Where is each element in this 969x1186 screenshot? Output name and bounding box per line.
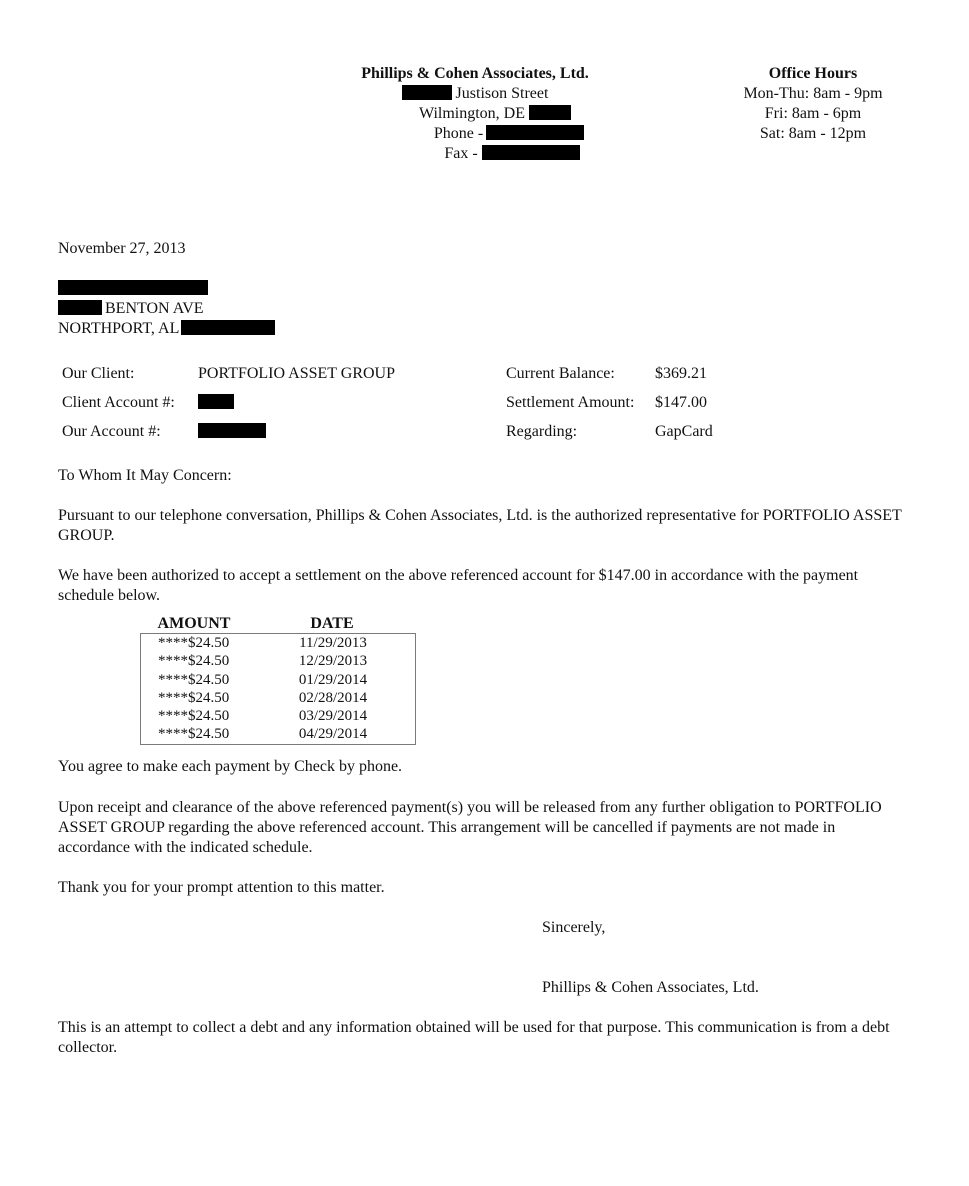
client-account-row: [62, 393, 395, 422]
redaction-bar: [529, 105, 571, 120]
company-fax: Fax -: [330, 144, 620, 164]
redaction-bar: [58, 280, 208, 295]
schedule-header: [140, 614, 416, 634]
regarding-value: GapCard: [655, 423, 713, 440]
paragraph-thanks: Thank you for your prompt attention to this matter.: [58, 879, 385, 896]
redaction-bar: [482, 145, 580, 160]
table-row: [141, 634, 415, 652]
our-client-row: [62, 364, 395, 393]
redaction-bar: [58, 300, 102, 315]
recipient-address: [58, 279, 275, 339]
company-address-block: [330, 64, 620, 164]
recipient-name: [58, 279, 275, 299]
regarding-label: Regarding:: [506, 423, 578, 440]
our-account-label: Our Account #:: [62, 423, 161, 440]
settlement-amount-label: Settlement Amount:: [506, 394, 635, 411]
regarding-row: [506, 422, 713, 451]
settlement-amount-value: $147.00: [655, 394, 707, 411]
office-hours-title: Office Hours: [768, 65, 858, 82]
our-client-label: Our Client:: [62, 365, 135, 382]
payment-schedule-table: [140, 633, 416, 745]
company-phone: Phone -: [330, 124, 620, 144]
debt-collector-disclaimer: This is an attempt to collect a debt and any information obtained will be used for that purpose. This communication is from a debt collector.: [58, 1019, 890, 1056]
payment-amount: ****$24.50: [158, 635, 230, 651]
client-account-label: Client Account #:: [62, 394, 175, 411]
account-info-left: [62, 364, 395, 451]
closing: Sincerely,: [542, 919, 606, 936]
paragraph-authorization: Pursuant to our telephone conversation, Phillips & Cohen Associates, Ltd. is the authorized representative for PORTFOLIO ASSET GROUP.: [58, 507, 902, 544]
schedule-header-date: DATE: [310, 615, 354, 632]
redaction-bar: [402, 85, 452, 100]
table-row: [141, 671, 415, 689]
current-balance-row: [506, 364, 713, 393]
office-hours-line: Mon-Thu: 8am - 9pm: [743, 85, 883, 102]
table-row: [141, 689, 415, 707]
office-hours-line: Fri: 8am - 6pm: [764, 105, 862, 122]
payment-date: 03/29/2014: [298, 708, 368, 725]
office-hours: [718, 64, 908, 144]
company-city: Wilmington, DE: [330, 104, 620, 124]
company-street: Justison Street: [330, 84, 620, 104]
payment-date: 02/28/2014: [298, 689, 368, 706]
payment-amount: ****$24.50: [158, 653, 230, 670]
recipient-street: BENTON AVE: [58, 299, 275, 319]
payment-amount: ****$24.50: [158, 671, 230, 688]
letter-date: November 27, 2013: [58, 240, 186, 257]
table-row: [141, 707, 415, 725]
recipient-city: NORTHPORT, AL: [58, 319, 275, 339]
settlement-amount-row: [506, 393, 713, 422]
company-name: Phillips & Cohen Associates, Ltd.: [361, 65, 589, 82]
client-account-value: [198, 393, 234, 422]
payment-date: 04/29/2014: [298, 726, 368, 743]
paragraph-release: Upon receipt and clearance of the above referenced payment(s) you will be released from any further obligation to PORTFOLIO ASSET GROUP regarding the above referenced account. This arrangement will be cancelled if payments are not made in accordance with the indicated schedule.: [58, 799, 882, 856]
office-hours-line: Sat: 8am - 12pm: [759, 125, 867, 142]
salutation: To Whom It May Concern:: [58, 467, 232, 484]
table-row: [141, 652, 415, 670]
payment-amount: ****$24.50: [158, 708, 230, 725]
payment-date: 12/29/2013: [298, 653, 368, 670]
current-balance-value: $369.21: [655, 365, 707, 382]
payment-date: 11/29/2013: [299, 635, 367, 651]
payment-amount: ****$24.50: [158, 689, 230, 706]
paragraph-settlement: We have been authorized to accept a settlement on the above referenced account for $147.00 in accordance with the payment schedule below.: [58, 567, 859, 604]
signature: Phillips & Cohen Associates, Ltd.: [542, 979, 759, 996]
payment-date: 01/29/2014: [298, 671, 368, 688]
paragraph-payment-method: You agree to make each payment by Check by phone.: [58, 758, 403, 775]
our-account-value: [198, 422, 266, 451]
table-row: [141, 725, 415, 743]
redaction-bar: [181, 320, 275, 335]
our-client-value: PORTFOLIO ASSET GROUP: [198, 365, 396, 382]
redaction-bar: [198, 394, 234, 409]
redaction-bar: [486, 125, 584, 140]
redaction-bar: [198, 423, 266, 438]
payment-amount: ****$24.50: [158, 726, 230, 743]
account-info-right: [506, 364, 713, 451]
current-balance-label: Current Balance:: [506, 365, 615, 382]
schedule-header-amount: AMOUNT: [157, 615, 231, 632]
our-account-row: [62, 422, 395, 451]
